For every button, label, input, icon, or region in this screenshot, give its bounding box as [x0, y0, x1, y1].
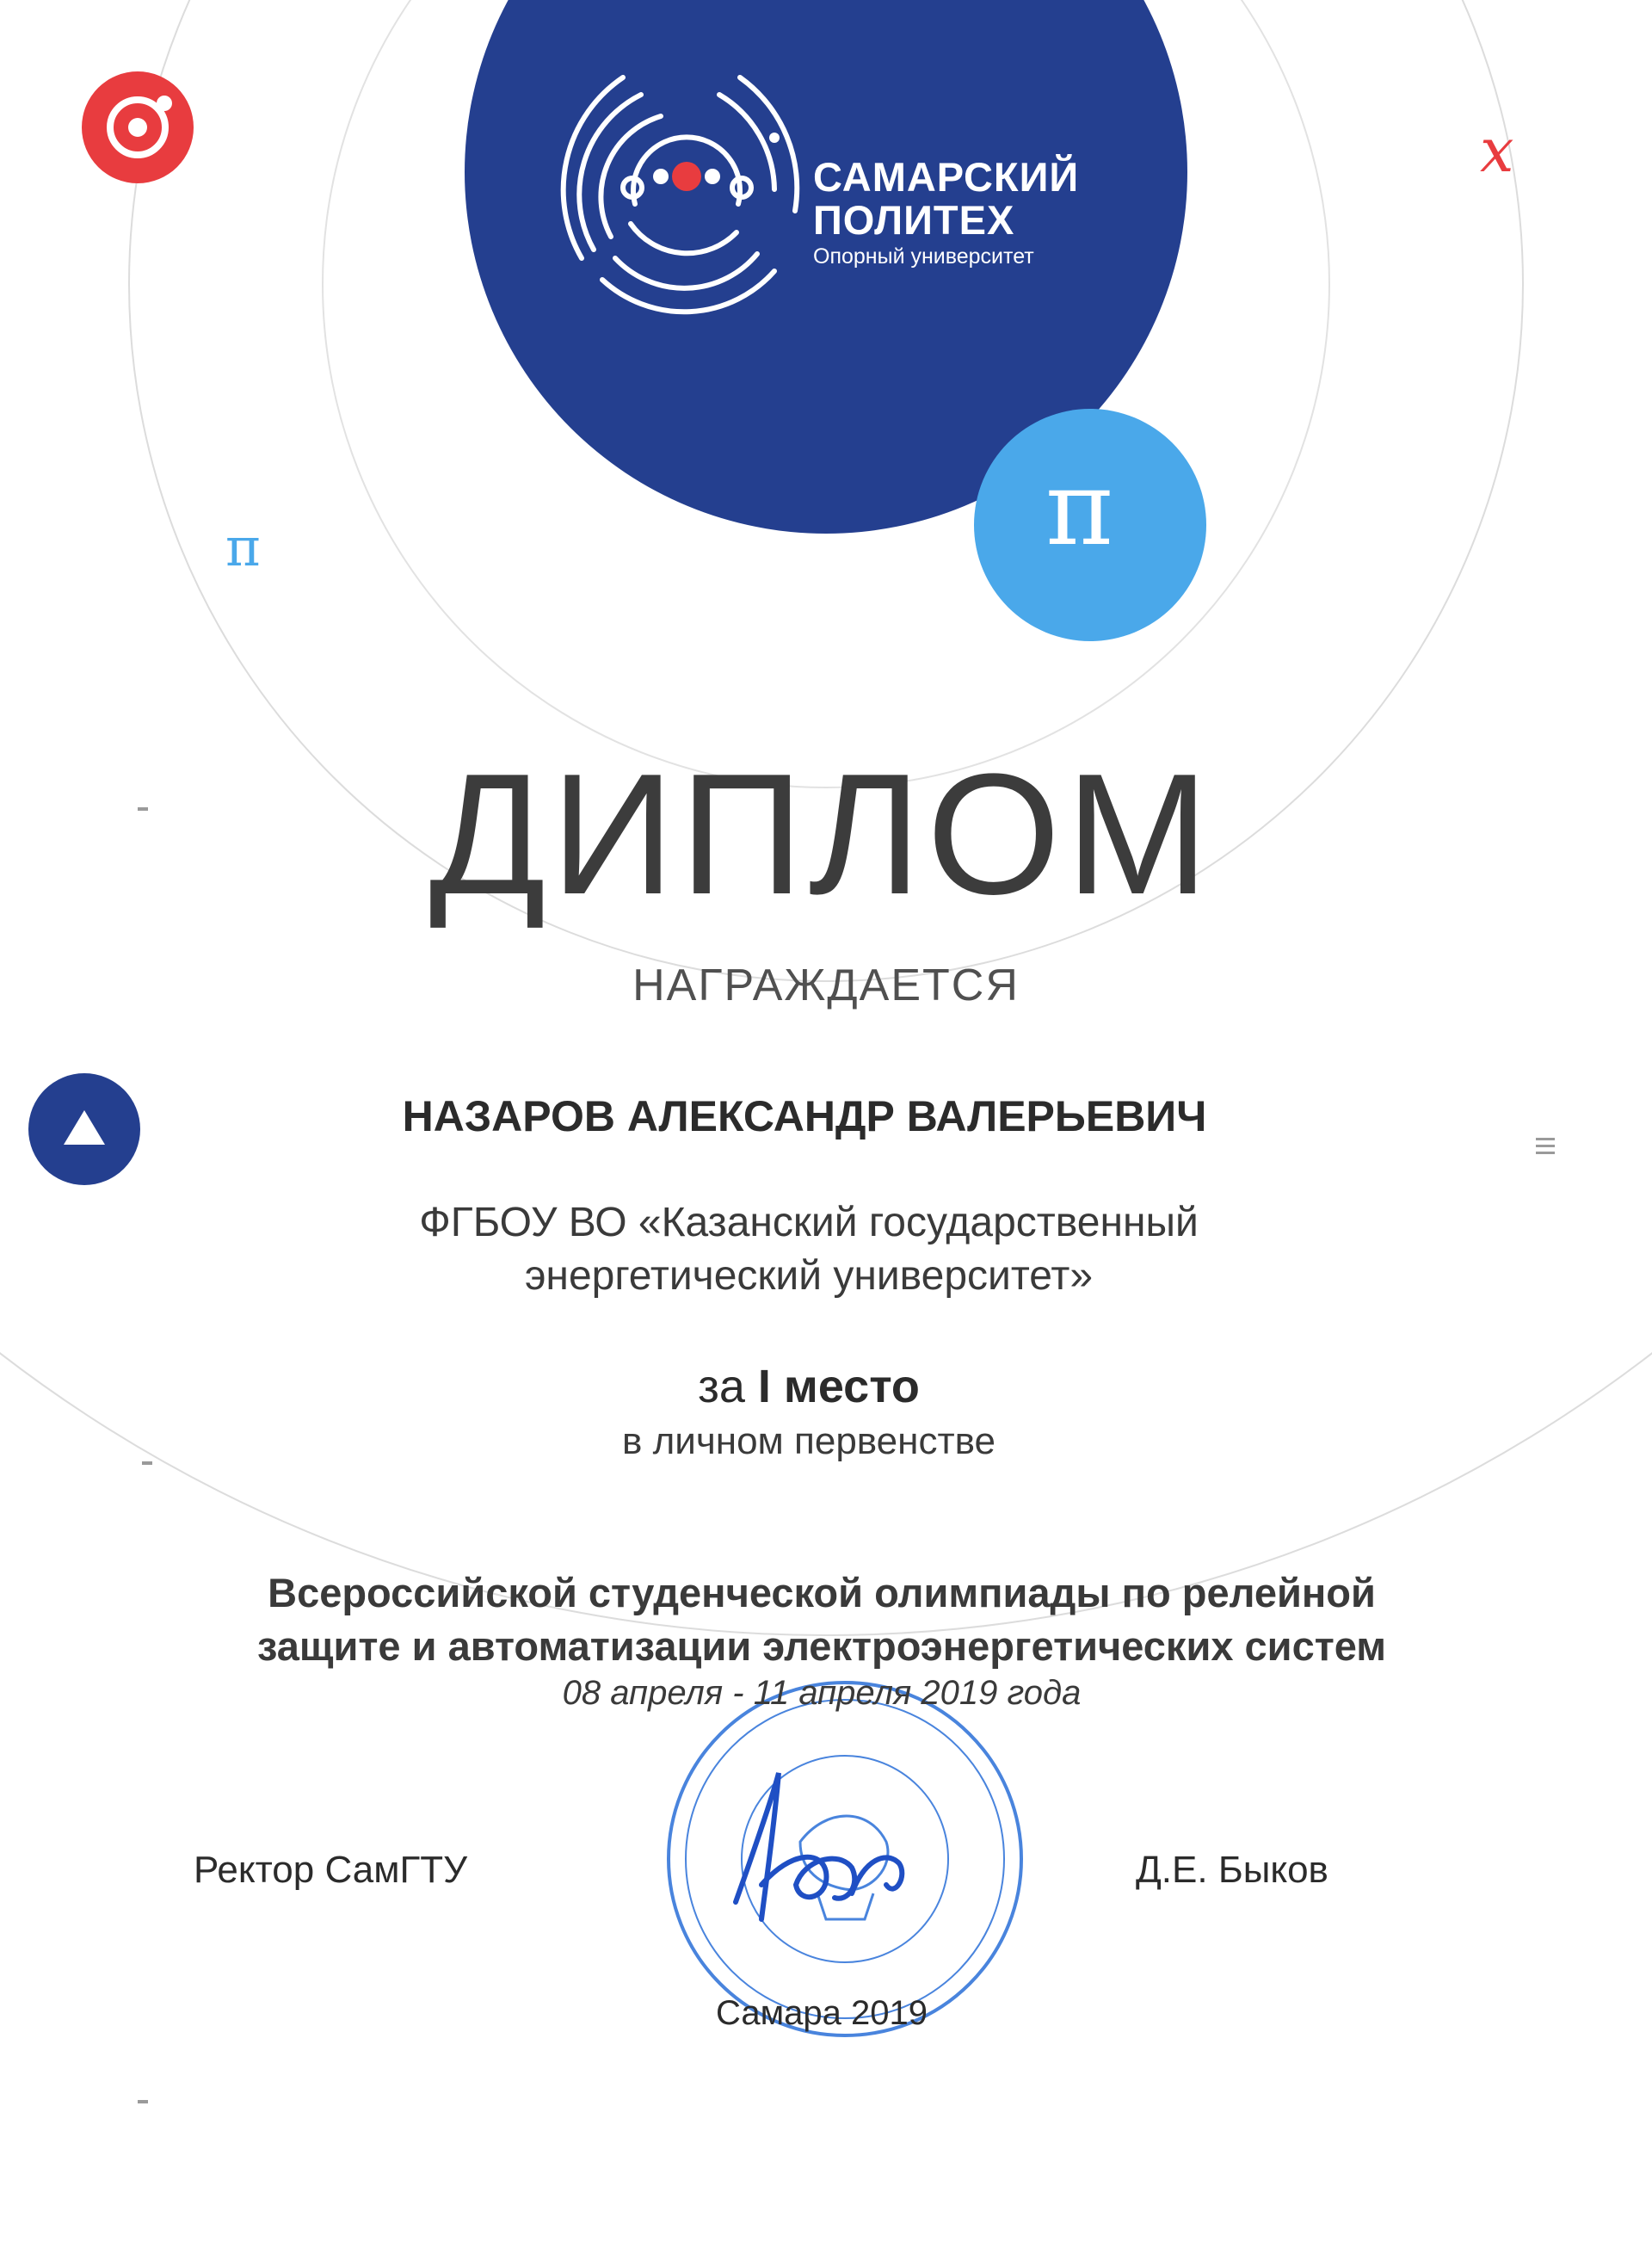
signer-position: Ректор СамГТУ [194, 1849, 468, 1891]
diploma-title: ДИПЛОМ [428, 738, 1215, 930]
logo-name-line1: САМАРСКИЙ [813, 154, 1080, 200]
category-text: в личном первенстве [622, 1420, 996, 1462]
institution-line1: ФГБОУ ВО «Казанский государственный [419, 1200, 1199, 1245]
event-line1: Всероссийской студенческой олимпиады по релейной [268, 1570, 1376, 1615]
logo-tagline: Опорный университет [813, 244, 1034, 269]
atom-icon [82, 71, 194, 183]
signer-name: Д.Е. Быков [1136, 1849, 1328, 1891]
place-value: I место [757, 1361, 920, 1412]
place-line [0, 1360, 1652, 1413]
logo-name-line2: ПОЛИТЕХ [813, 197, 1015, 243]
recipient-name: НАЗАРОВ АЛЕКСАНДР ВАЛЕРЬЕВИЧ [402, 1092, 1207, 1140]
event-line2: защите и автоматизации электроэнергетических систем [256, 1623, 1387, 1669]
city-year: Самара 2019 [716, 1994, 928, 2032]
pi-icon-small: π [225, 516, 261, 578]
x-icon: x [1480, 115, 1514, 186]
pi-icon-large: π [1045, 449, 1113, 569]
awarded-label: НАГРАЖДАЕТСЯ [632, 960, 1020, 1010]
institution-line2: энергетический университет» [524, 1253, 1094, 1299]
place-prefix: за [698, 1361, 745, 1412]
event-dates: 08 апреля - 11 апреля 2019 года [562, 1674, 1082, 1712]
